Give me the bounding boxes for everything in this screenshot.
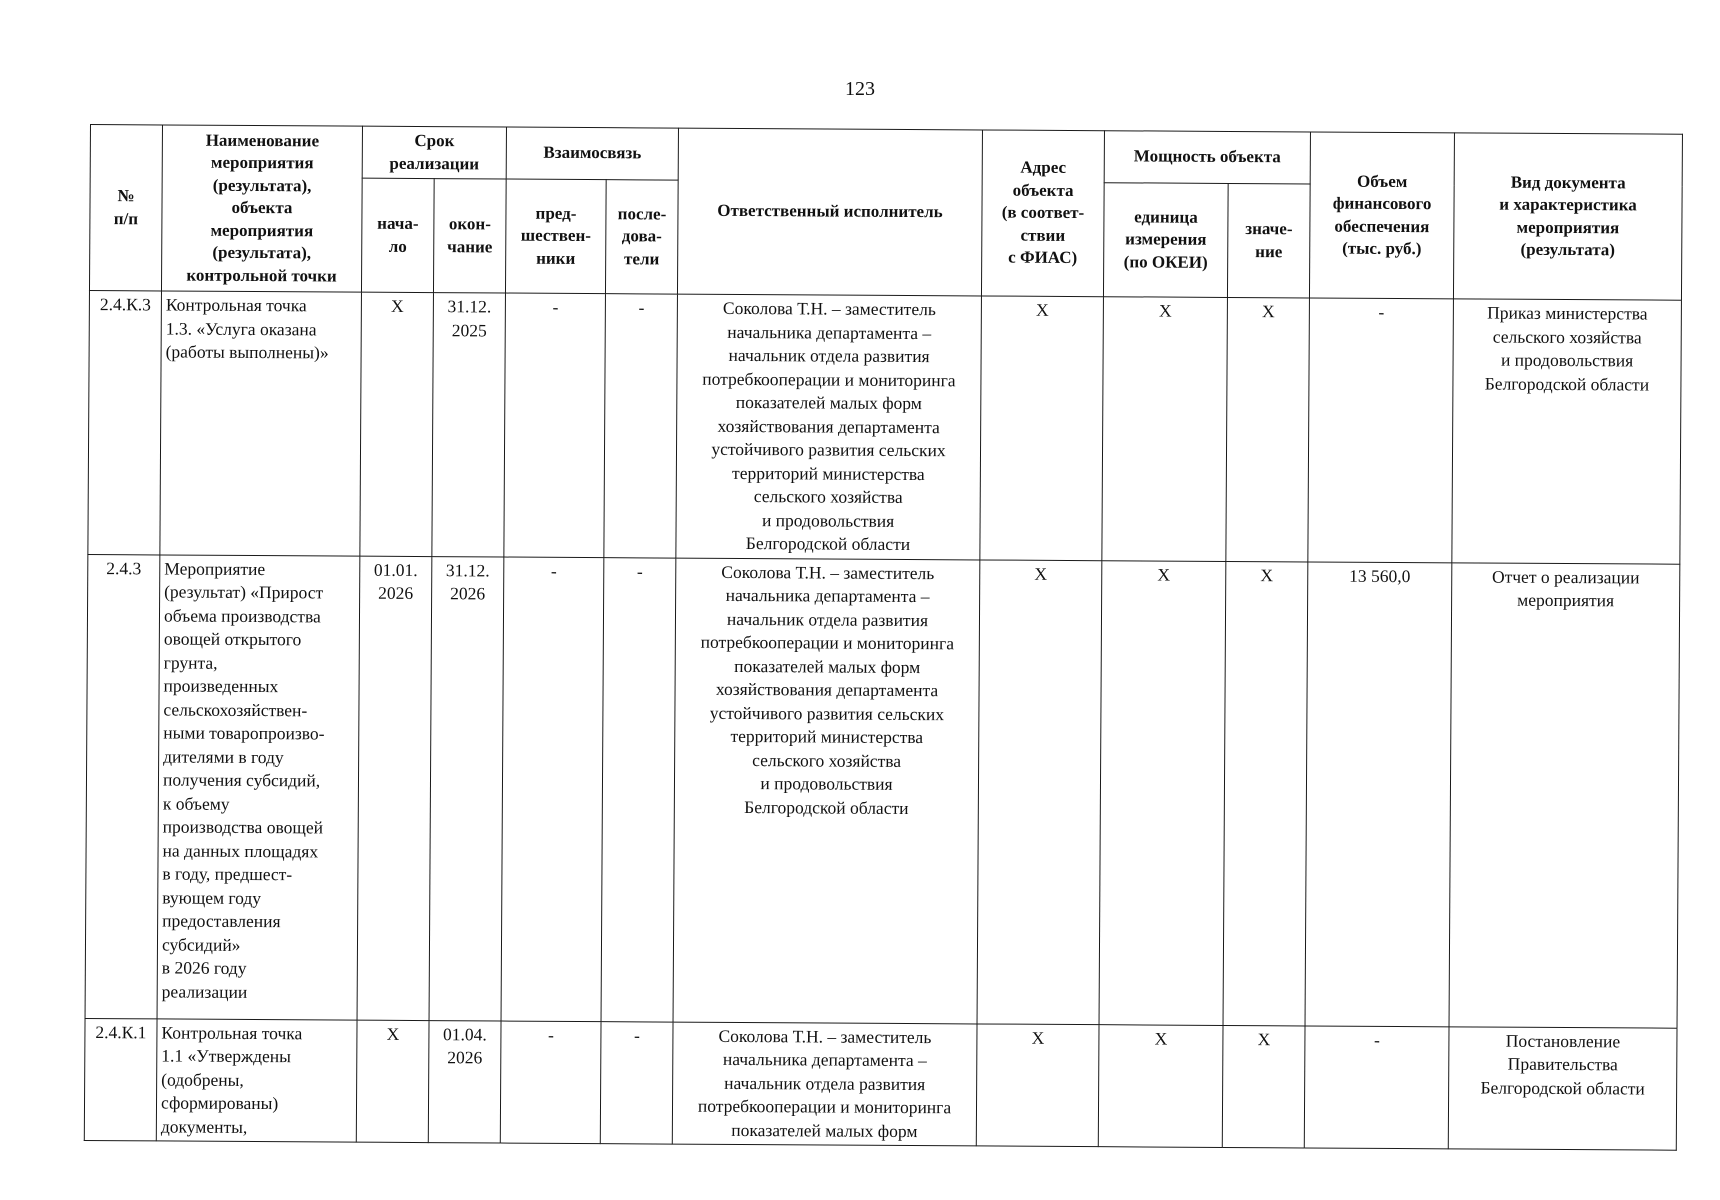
col-header-num: № п/п <box>89 125 162 291</box>
activities-table <box>84 124 1683 1151</box>
col-header-responsible: Ответственный исполнитель <box>677 128 982 296</box>
col-header-link-prev: пред- шествен- ники <box>505 179 606 294</box>
col-header-funding: Объем финансового обеспечения (тыс. руб.) <box>1309 132 1454 299</box>
cell-value: X <box>1222 1025 1305 1148</box>
cell-next: - <box>601 557 676 1021</box>
cell-unit: X <box>1099 560 1226 1025</box>
col-header-term-start: нача- ло <box>361 178 434 292</box>
table-header-row <box>90 125 1682 187</box>
cell-end: 31.12. 2025 <box>432 293 506 557</box>
cell-value: X <box>1226 297 1310 561</box>
cell-doc: Приказ министерства сельского хозяйства и продовольствия Белгородской области <box>1452 299 1682 564</box>
table-row <box>88 290 1682 563</box>
cell-address: X <box>977 559 1102 1024</box>
cell-responsible: Соколова Т.Н. – заместитель начальника департамента – начальник отдела развития потребкооперации и мониторинга показателей малых форм хозяйствования департамента устойчивого развития сельских территорий министерства сельского хозяйства и продовольствия Белгородской области <box>676 294 982 559</box>
cell-start: 01.01. 2026 <box>357 556 432 1020</box>
cell-doc: Отчет о реализации мероприятия <box>1449 562 1680 1027</box>
col-header-term: Срок реализации <box>362 126 506 179</box>
cell-funding: - <box>1304 1025 1449 1148</box>
cell-funding: 13 560,0 <box>1305 561 1452 1026</box>
cell-prev: - <box>504 293 606 557</box>
col-header-capacity: Мощность объекта <box>1104 131 1310 184</box>
col-header-link: Взаимосвязь <box>506 127 678 180</box>
cell-end: 31.12. 2026 <box>429 556 504 1020</box>
col-header-capacity-value: значе- ние <box>1227 183 1310 297</box>
page-number: 123 <box>845 78 875 100</box>
cell-funding: - <box>1308 298 1454 562</box>
cell-num: 2.4.К.3 <box>88 290 162 554</box>
cell-prev: - <box>501 557 604 1022</box>
cell-responsible: Соколова Т.Н. – заместитель начальника департамента – начальник отдела развития потребкооперации и мониторинга показателей малых форм хозяйствования департамента устойчивого развития сельских территорий министерства сельского хозяйства и продовольствия Белгородской области <box>673 558 980 1024</box>
cell-responsible: Соколова Т.Н. – заместитель начальника департамента – начальник отдела развития потребкооперации и мониторинга показателей малых форм <box>672 1022 977 1146</box>
col-header-address: Адрес объекта (в соответ- ствии с ФИАС) <box>981 130 1104 297</box>
cell-start: X <box>360 292 434 556</box>
cell-value: X <box>1223 561 1308 1025</box>
cell-address: X <box>980 296 1104 560</box>
cell-unit: X <box>1102 297 1228 561</box>
cell-address: X <box>976 1023 1099 1146</box>
cell-name: Контрольная точка 1.3. «Услуга оказана (работы выполнены)» <box>160 291 362 556</box>
cell-num: 2.4.3 <box>85 554 160 1018</box>
cell-doc: Постановление Правительства Белгородской области <box>1448 1026 1677 1150</box>
cell-name: Контрольная точка 1.1 «Утверждены (одобрены, сформированы) документы, <box>156 1018 357 1142</box>
col-header-doc-type: Вид документа и характеристика мероприятия (результата) <box>1453 133 1682 300</box>
col-header-name: Наименование мероприятия (результата), объекта мероприятия (результата), контрольной точки <box>161 125 362 292</box>
cell-prev: - <box>500 1021 601 1144</box>
cell-name: Мероприятие (результат) «Прирост объема производства овощей открытого грунта, произведенных сельскохозяйствен- ными товаропроизво- дителями в году получения субсидий, к объему производства овощей на данных площадях в году, предшест- вующем году предоставления субсидий» в 2026 году реализации <box>157 554 360 1019</box>
cell-start: X <box>356 1020 429 1143</box>
cell-end: 01.04. 2026 <box>428 1020 501 1143</box>
cell-num: 2.4.К.1 <box>84 1018 157 1141</box>
cell-next: - <box>604 294 678 558</box>
cell-next: - <box>600 1021 673 1144</box>
table-row <box>85 554 1680 1028</box>
cell-unit: X <box>1098 1024 1223 1147</box>
col-header-capacity-unit: единица измерения (по ОКЕИ) <box>1103 183 1228 298</box>
col-header-term-end: окон- чание <box>433 179 506 293</box>
table-row <box>84 1018 1677 1150</box>
col-header-link-next: после- дова- тели <box>605 180 678 294</box>
